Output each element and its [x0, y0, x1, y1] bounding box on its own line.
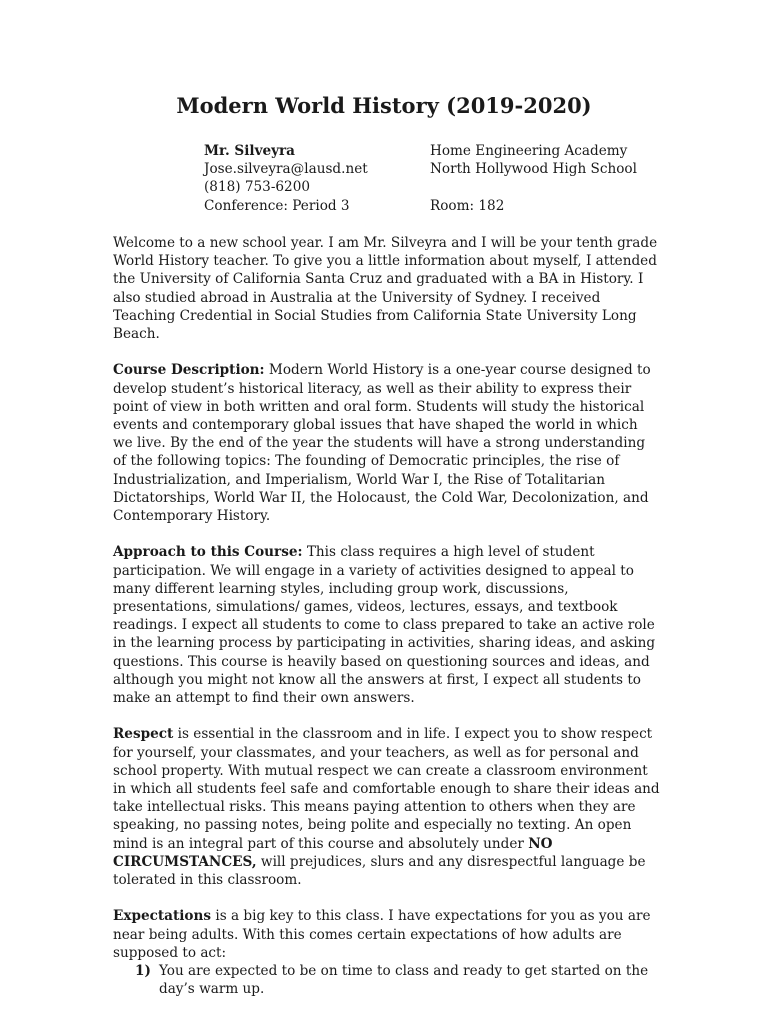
- approach-label: Approach to this Course:: [113, 544, 303, 561]
- respect-emphasis: NO CIRCUMSTANCES,: [113, 835, 553, 870]
- conference-period: Conference: Period 3: [204, 197, 350, 214]
- respect-text-before: is essential in the classroom and in life. I expect you to show respect for yourself, your classmates, and your teachers, as well as for personal and school property. With mutual respect we can create a classroom environment in which all students feel safe and comfortable enough to share their ideas and take intellectual risks. This means paying attention to others when they are speaking, no passing notes, being polite and especially no texting. An open mind is an integral part of this course and absolutely under: [113, 726, 660, 852]
- approach-paragraph: [113, 543, 661, 707]
- contact-blank: [430, 178, 644, 196]
- contact-row: [204, 142, 644, 160]
- course-description-text: Modern World History is a one-year course designed to develop student’s historical literacy, as well as their ability to express their point of view in both written and oral form. Students will study the historical events and contemporary global issues that have shaped the world in which we live. By the end of the year the students will have a strong understanding of the following topics: The founding of Democratic principles, the rise of Industrialization, and Imperialism, World War I, the Rise of Totalitarian Dictatorships, World War II, the Holocaust, the Cold War, Decolonization, and Contemporary History.: [113, 362, 651, 525]
- respect-paragraph: [113, 725, 661, 889]
- respect-text-after: will prejudices, slurs and any disrespectful language be tolerated in this classroom.: [113, 853, 646, 889]
- list-item-text: You are expected to be on time to class and ready to get started on the day’s warm up.: [159, 963, 649, 998]
- course-description-label: Course Description:: [113, 362, 265, 379]
- document-title: Modern World History (2019-2020): [176, 93, 592, 118]
- school-name: North Hollywood High School: [430, 161, 637, 178]
- contact-row: [204, 197, 644, 215]
- approach-text: This class requires a high level of student participation. We will engage in a variety of activities designed to appeal to many different learning styles, including group work, discussions, presentations, simulations/ games, videos, lectures, essays, and textbook readings. I expect all students to come to class prepared to take an active role in the learning process by participating in activities, sharing ideas, and asking questions. This course is heavily based on questioning sources and ideas, and although you might not know all the answers at first, I expect all students to make an attempt to find their own answers.: [113, 544, 656, 707]
- contact-row: [204, 178, 644, 196]
- expectations-label: Expectations: [113, 908, 212, 925]
- contact-row: [204, 160, 644, 178]
- teacher-phone: (818) 753-6200: [204, 179, 311, 196]
- expectations-paragraph: [113, 907, 661, 962]
- list-item: [113, 962, 661, 998]
- contact-block: [204, 142, 644, 215]
- welcome-paragraph: [113, 234, 661, 343]
- room-number: Room: 182: [430, 197, 505, 214]
- welcome-text: Welcome to a new school year. I am Mr. Silveyra and I will be your tenth grade World History teacher. To give you a little information about myself, I attended the University of California Santa Cruz and graduated with a BA in History. I also studied abroad in Australia at the University of Sydney. I received Teaching Credential in Social Studies from California State University Long Beach.: [113, 235, 658, 343]
- list-item-number: 1): [135, 963, 151, 980]
- teacher-email: Jose.silveyra@lausd.net: [204, 161, 368, 178]
- expectations-text: is a big key to this class. I have expectations for you as you are near being adults. With this comes certain expectations of how adults are supposed to act:: [113, 908, 651, 961]
- academy-name: Home Engineering Academy: [430, 143, 628, 159]
- respect-label: Respect: [113, 726, 174, 743]
- document-body: [113, 234, 661, 998]
- course-description-paragraph: [113, 361, 661, 525]
- teacher-name: Mr. Silveyra: [204, 143, 295, 159]
- expectations-list: [113, 962, 661, 998]
